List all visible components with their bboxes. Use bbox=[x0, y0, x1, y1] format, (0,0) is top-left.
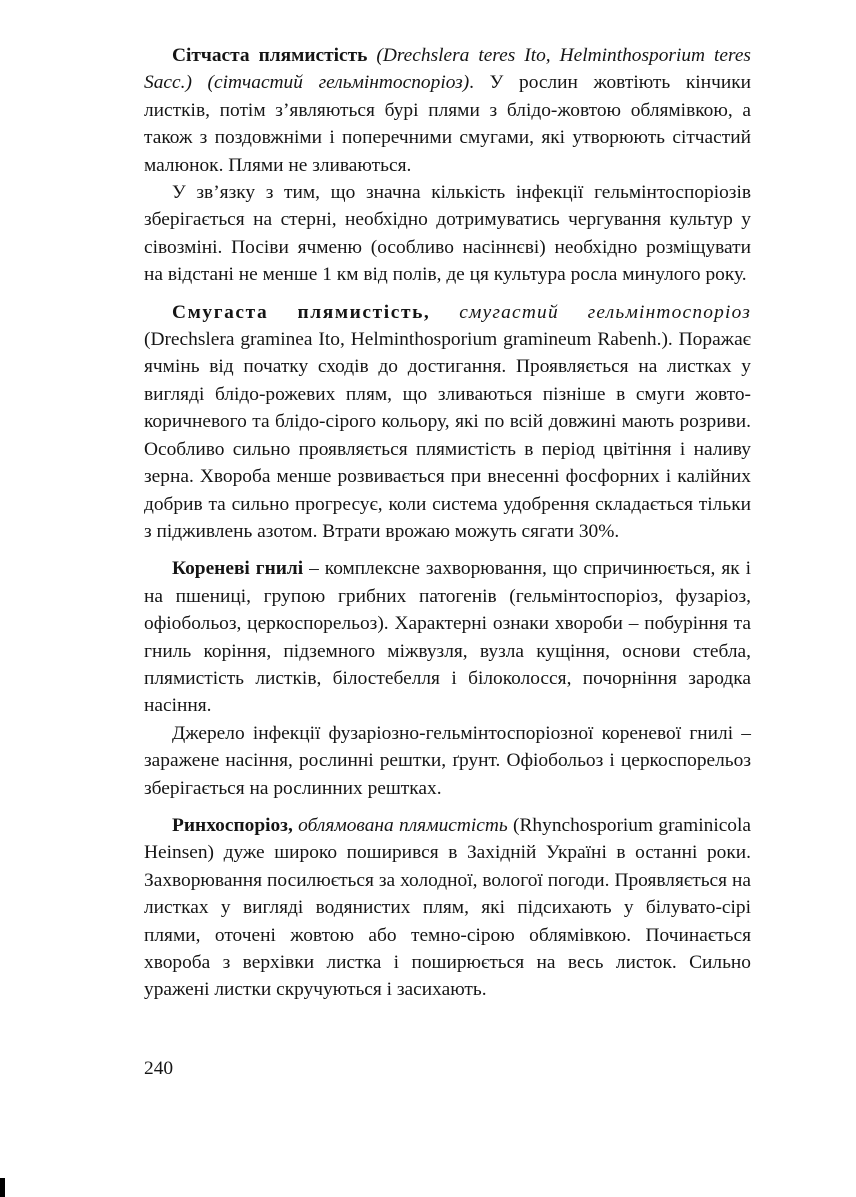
body-text-root-rot-source: Джерело інфекції фузаріозно-гельмінтоспоріозної кореневої гнилі – заражене насіння, рослинні рештки, ґрунт. Офіобольоз і церкоспорельоз зберігається на рослинних рештках. bbox=[144, 722, 751, 799]
paragraph-scald bbox=[144, 812, 751, 1004]
paragraph-net-blotch bbox=[144, 42, 751, 179]
body-text-stripe-blotch: (Drechslera graminea Ito, Helminthosporium gramineum Rabenh.). Поражає ячмінь від початку сходів до достигання. Проявляється на листках у вигляді блідо-рожевих плям, що зливаються пізніше в смуги жовто-коричневого та блідо-сірого кольору, які по всій довжині мають розриви. Особливо сильно проявляється плямистість в період цвітіння і наливу зерна. Хвороба менше розвивається при внесенні фосфорних і калійних добрив та сильно прогресує, коли система удобрення складається тільки з підживлень азотом. Втрати врожаю можуть сягати 30%. bbox=[144, 329, 751, 542]
alt-name-stripe-blotch: смугастий гельмінтоспоріоз bbox=[430, 301, 752, 323]
heading-net-blotch: Сітчаста плямистість bbox=[172, 45, 368, 66]
paragraph-root-rot bbox=[144, 555, 751, 719]
body-text-net-blotch-control: У зв’язку з тим, що значна кількість інфекції гельмінтоспоріозів зберігається на стерні, необхідно дотримуватись чергування культур у сівозміні. Посіви ячменю (особливо насіннєві) необхідно розміщувати на відстані не менше 1 км від полів, де ця культура росла минулого року. bbox=[144, 182, 751, 286]
paragraph-net-blotch-control bbox=[144, 179, 751, 289]
body-text-root-rot: – комплексне захворювання, що спричинюється, як і на пшениці, групою грибних патогенів (гельмінтоспоріоз, фузаріоз, офіобольоз, церкоспорельоз). Характерні ознаки хвороби – побуріння та гниль коріння, підземного міжвузля, вузла кущіння, основи стебла, плямистість листків, білостебелля і білоколосся, почорніння зародка насіння. bbox=[144, 558, 751, 717]
alt-name-scald: облямована плямистість bbox=[292, 814, 508, 836]
heading-scald: Ринхоспоріоз, bbox=[172, 814, 293, 836]
body-text-net-blotch: . У рослин жовтіють кінчики листків, потім з’являються бурі плями з блідо-жовтою облямівкою, а також з поздовжніми і поперечними смугами, які утворюють сітчастий малюнок. Плями не зливаються. bbox=[144, 72, 751, 176]
body-text-scald: (Rhynchosporium graminicola Heinsen) дуже широко поширився в Західній Україні в останні роки. Захворювання посилюється за холодної, вологої погоди. Проявляється на листках у вигляді водянистих плям, які підсихають у білувато-сірі плями, оточені жовтою або темно-сірою облямівкою. Починається хвороба з верхівки листка і поширюється на весь листок. Сильно уражені листки скручуються і засихають. bbox=[144, 814, 751, 1001]
page-number: 240 bbox=[144, 1058, 174, 1079]
page-body bbox=[144, 42, 751, 1004]
paragraph-root-rot-source bbox=[144, 720, 751, 802]
scan-edge-mark bbox=[0, 1178, 5, 1197]
heading-root-rot: Кореневі гнилі bbox=[172, 558, 304, 580]
paragraph-stripe-blotch bbox=[144, 299, 751, 546]
heading-stripe-blotch: Смугаста плямистість, bbox=[172, 301, 431, 323]
latin-name-net-blotch: (Drechslera teres Ito, Helminthosporium teres Sacc.) (сітчастий гельмінтоспоріоз) bbox=[144, 45, 751, 94]
